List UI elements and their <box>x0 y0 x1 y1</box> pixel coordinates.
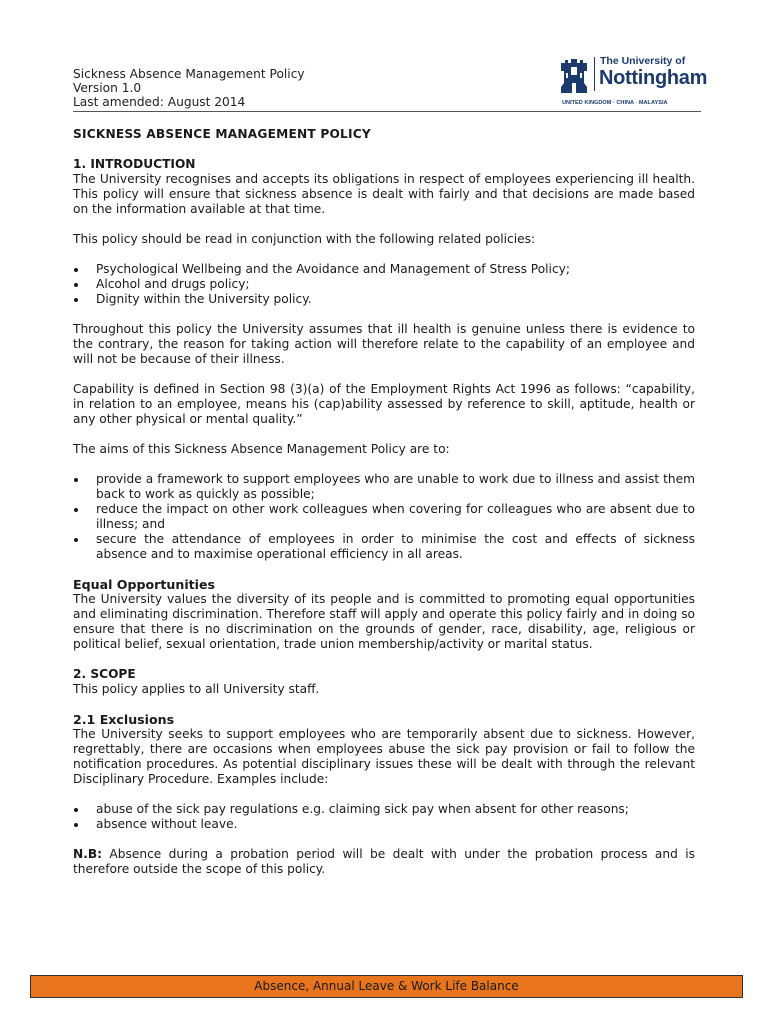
list-item: Dignity within the University policy. <box>73 292 695 307</box>
university-logo <box>557 55 708 113</box>
nb-text: Absence during a probation period will be dealt with under the probation process and is therefore outside the scope of this policy. <box>73 847 695 876</box>
list-item: Psychological Wellbeing and the Avoidance and Management of Stress Policy; <box>73 262 695 277</box>
header-divider <box>73 111 701 112</box>
last-amended-label: Last amended: August 2014 <box>73 95 246 109</box>
section-1-heading: 1. INTRODUCTION <box>73 157 196 171</box>
castle-crest-icon <box>559 57 589 95</box>
equal-opportunities-heading: Equal Opportunities <box>73 577 216 592</box>
list-item: Alcohol and drugs policy; <box>73 277 695 292</box>
aims-list <box>73 472 695 562</box>
section-1-para-2: This policy should be read in conjunction with the following related policies: <box>73 232 536 246</box>
document-body <box>73 127 695 877</box>
list-item: secure the attendance of employees in order to minimise the cost and effects of sickness absence and to maximise operational efficiency in all areas. <box>73 532 695 562</box>
related-policies-list <box>73 262 695 307</box>
section-1-para-4: Capability is defined in Section 98 (3)(a) of the Employment Rights Act 1996 as follows: “capability, in relation to an employee, means his (cap)ability assessed by reference to skill, aptitude, health or any other physical or mental quality.” <box>73 382 695 426</box>
list-item: absence without leave. <box>73 817 695 832</box>
header-meta <box>73 67 305 109</box>
list-item: abuse of the sick pay regulations e.g. claiming sick pay when absent for other reasons; <box>73 802 695 817</box>
list-item: provide a framework to support employees who are unable to work due to illness and assist them back to work as quickly as possible; <box>73 472 695 502</box>
section-2-para: This policy applies to all University staff. <box>73 682 320 696</box>
exclusion-examples-list <box>73 802 695 832</box>
section-2-1-para: The University seeks to support employees who are temporarily absent due to sickness. However, regrettably, there are occasions when employees abuse the sick pay provision or fail to follow the notification procedures. As potential disciplinary issues these will be dealt with through the relevant Disciplinary Procedure. Examples include: <box>73 727 695 786</box>
logo-divider <box>594 57 595 91</box>
section-1-para-1: The University recognises and accepts its obligations in respect of employees experiencing ill health. This policy will ensure that sickness absence is dealt with fairly and that decisions are made based on the information available at that time. <box>73 172 695 216</box>
document-title: SICKNESS ABSENCE MANAGEMENT POLICY <box>73 127 371 141</box>
logo-line2: Nottingham <box>599 67 708 89</box>
nb-label: N.B: <box>73 847 102 861</box>
logo-tagline: UNITED KINGDOM · CHINA · MALAYSIA <box>562 100 668 106</box>
logo-line1: The University of <box>600 55 686 67</box>
section-1-para-5: The aims of this Sickness Absence Management Policy are to: <box>73 442 450 456</box>
equal-opportunities-para: The University values the diversity of its people and is committed to promoting equal opportunities and eliminating discrimination. Therefore staff will apply and operate this policy fairly and in doing so ensure that there is no discrimination on the grounds of gender, race, disability, age, religious or political belief, sexual orientation, trade union membership/activity or marital status. <box>73 592 695 651</box>
list-item: reduce the impact on other work colleagues when covering for colleagues who are absent due to illness; and <box>73 502 695 532</box>
nb-note <box>73 847 695 877</box>
footer-banner: Absence, Annual Leave & Work Life Balance <box>30 975 743 998</box>
section-2-1-heading: 2.1 Exclusions <box>73 712 175 727</box>
policy-name: Sickness Absence Management Policy <box>73 67 305 81</box>
version-label: Version 1.0 <box>73 81 142 95</box>
section-1-para-3: Throughout this policy the University assumes that ill health is genuine unless there is evidence to the contrary, the reason for taking action will therefore relate to the capability of an employee and will not be because of their illness. <box>73 322 695 366</box>
section-2-heading: 2. SCOPE <box>73 667 136 681</box>
